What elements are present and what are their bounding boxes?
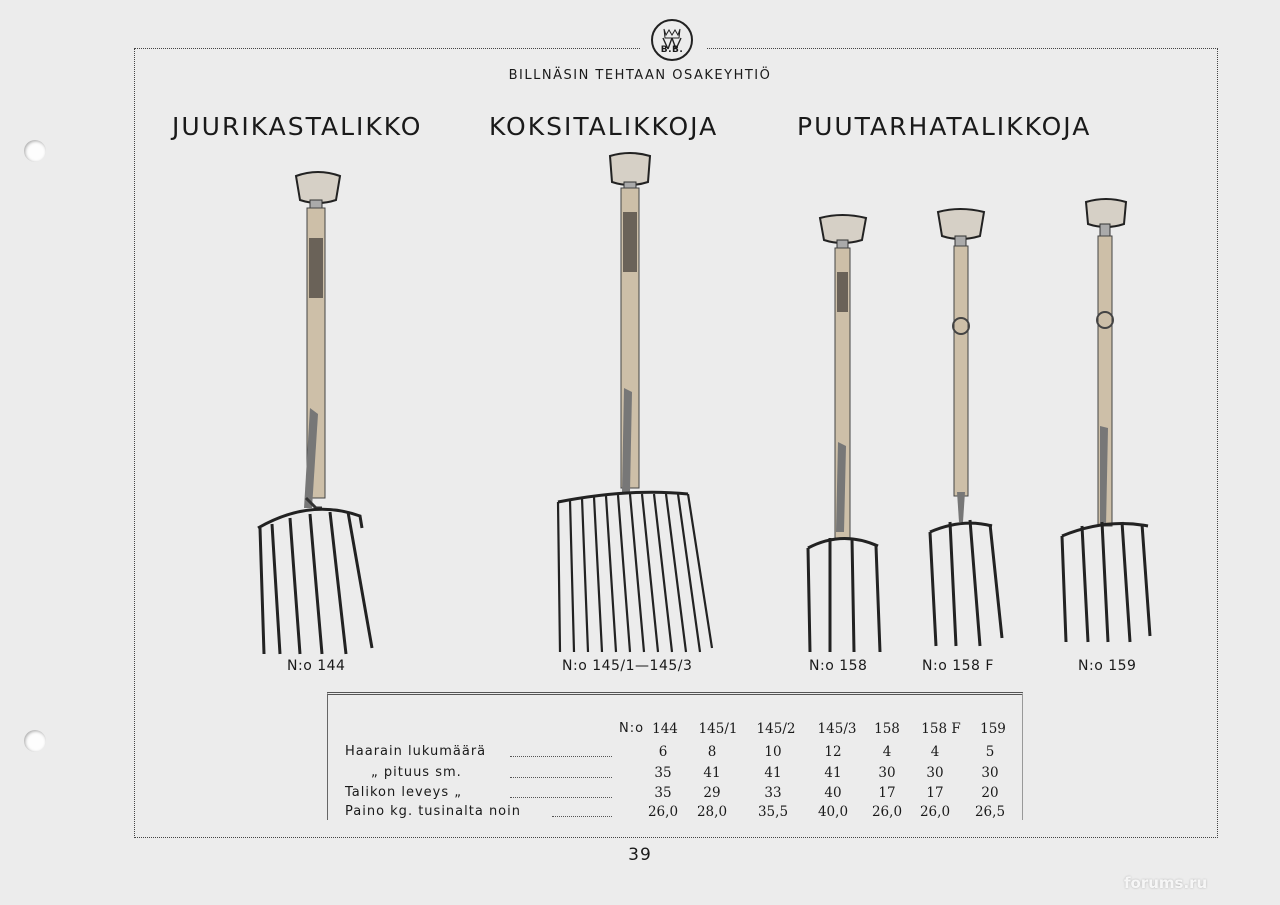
- col-header: 145/3: [817, 721, 857, 737]
- heading-koksitalikkoja: KOKSITALIKKOJA: [489, 112, 719, 141]
- fork-158-illustration: [800, 212, 890, 658]
- label-144: N:o 144: [287, 658, 346, 674]
- table-cell: 41: [703, 765, 721, 781]
- table-cell: 26,0: [919, 804, 951, 820]
- fork-159-illustration: [1054, 196, 1154, 648]
- specs-header-row: [328, 721, 1022, 741]
- specs-row-weight: [328, 804, 1022, 824]
- page-number: 39: [628, 845, 652, 865]
- table-cell: 17: [878, 785, 896, 801]
- fork-158f-illustration: [922, 206, 1012, 652]
- row-label: Talikon leveys „: [345, 785, 463, 800]
- binder-hole-bottom: [24, 730, 46, 752]
- table-cell: 4: [930, 744, 940, 760]
- specs-row-tine-count: [328, 744, 1022, 764]
- fork-145-illustration: [550, 152, 720, 658]
- company-name: BILLNÄSIN TEHTAAN OSAKEYHTIÖ: [508, 68, 772, 83]
- table-cell: 12: [824, 744, 842, 760]
- logo-text: B.B.: [660, 45, 684, 55]
- table-cell: 41: [824, 765, 842, 781]
- table-cell: 26,0: [871, 804, 903, 820]
- row-label: „ pituus sm.: [371, 765, 462, 780]
- label-159: N:o 159: [1078, 658, 1137, 674]
- table-cell: 28,0: [696, 804, 728, 820]
- col-header: 158: [874, 721, 900, 737]
- specs-row-width: [328, 785, 1022, 805]
- specs-table: [327, 692, 1023, 820]
- table-cell: 35: [654, 765, 672, 781]
- col-header: 145/2: [756, 721, 796, 737]
- table-cell: 17: [926, 785, 944, 801]
- heading-puutarhatalikkoja: PUUTARHATALIKKOJA: [797, 112, 1092, 141]
- table-cell: 30: [981, 765, 999, 781]
- fork-144-illustration: [250, 168, 390, 660]
- table-cell: 29: [703, 785, 721, 801]
- number-header: N:o: [619, 721, 645, 736]
- table-cell: 26,5: [974, 804, 1006, 820]
- table-cell: 26,0: [647, 804, 679, 820]
- table-cell: 40: [824, 785, 842, 801]
- table-cell: 6: [658, 744, 668, 760]
- table-cell: 8: [707, 744, 717, 760]
- table-cell: 41: [764, 765, 782, 781]
- table-cell: 30: [878, 765, 896, 781]
- table-cell: 40,0: [817, 804, 849, 820]
- table-cell: 33: [764, 785, 782, 801]
- table-cell: 35,5: [757, 804, 789, 820]
- label-158: N:o 158: [809, 658, 868, 674]
- watermark: forums.ru: [1124, 874, 1208, 892]
- col-header: 144: [652, 721, 678, 737]
- col-header: 159: [980, 721, 1006, 737]
- binder-hole-top: [24, 140, 46, 162]
- col-header: 158 F: [921, 721, 961, 737]
- company-logo: [651, 19, 693, 61]
- row-label: Paino kg. tusinalta noin: [345, 804, 521, 819]
- label-145: N:o 145/1—145/3: [562, 658, 693, 674]
- col-header: 145/1: [698, 721, 738, 737]
- table-cell: 35: [654, 785, 672, 801]
- label-158f: N:o 158 F: [922, 658, 994, 674]
- heading-juurikastalikko: JUURIKASTALIKKO: [172, 112, 423, 141]
- table-cell: 30: [926, 765, 944, 781]
- row-label: Haarain lukumäärä: [345, 744, 487, 759]
- table-cell: 20: [981, 785, 999, 801]
- table-cell: 10: [764, 744, 782, 760]
- table-cell: 4: [882, 744, 892, 760]
- specs-row-tine-length: [328, 765, 1022, 785]
- table-cell: 5: [985, 744, 995, 760]
